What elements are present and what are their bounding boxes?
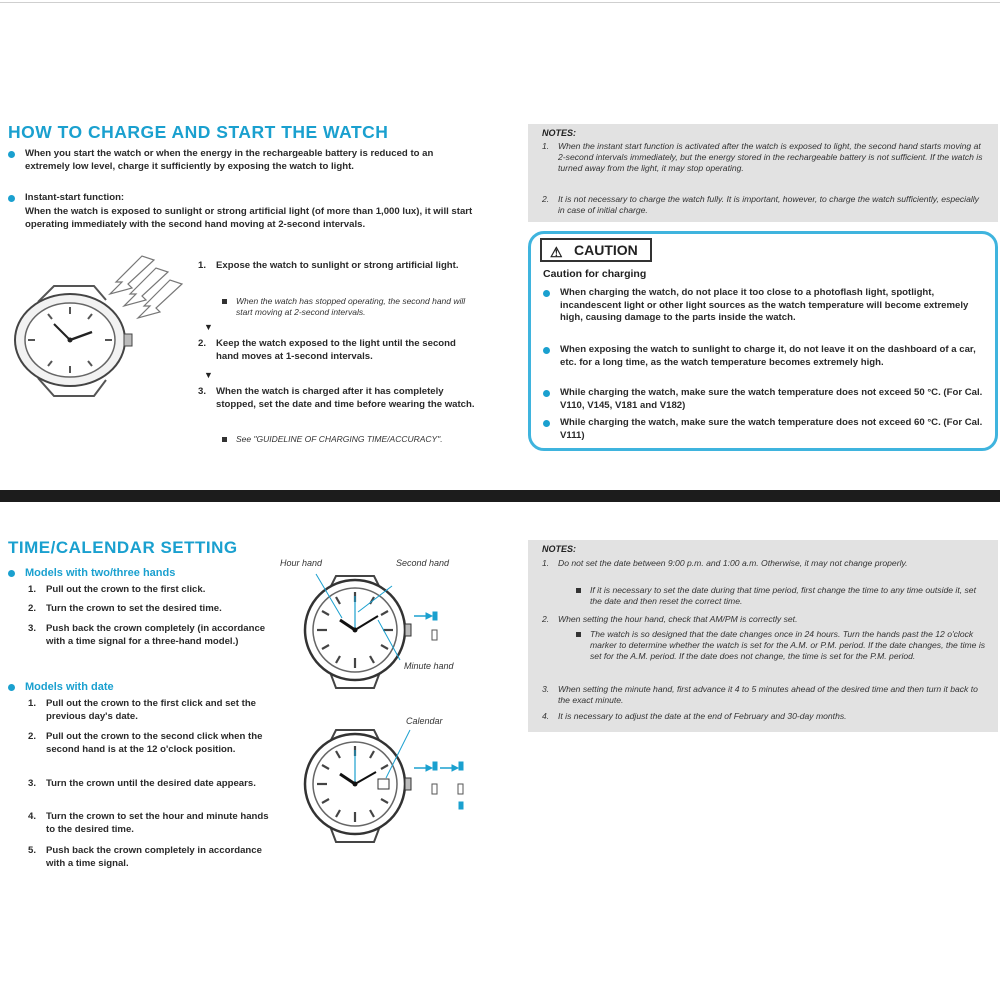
caution-subtitle: Caution for charging (543, 268, 647, 280)
charge-bullet-1: When you start the watch or when the energy in the rechargeable battery is reduced to an extremely low level, charge it sufficiently by exposing the watch to light. (8, 148, 474, 173)
charge-note-2: 2. It is not necessary to charge the watch fully. It is important, however, to charge the watch sufficiently, especially in case of initial charge. (542, 194, 979, 216)
watch-icon (15, 286, 132, 396)
bullet-dot-icon (543, 420, 550, 427)
hands-step-3: 3. Push back the crown completely (in accordance with a time signal for a three-hand model.) (28, 623, 266, 647)
bullet-dot-icon (8, 684, 15, 691)
charge-title: HOW TO CHARGE AND START THE WATCH (8, 122, 389, 142)
charge-note-1: 1. When the instant start function is activated after the watch is exposed to light, the second hand starts moving at 2-second intervals immediately, but the energy stored in the rechargeable battery is not sufficient. If the watch is turned away from the light, it may stop operating. (542, 141, 983, 174)
calendar-note-3: 3. When setting the minute hand, first advance it 4 to 5 minutes ahead of the desired time and then turn it back to the exact minute. (542, 684, 978, 706)
calendar-label: Calendar (406, 716, 443, 726)
caution-item-3: While charging the watch, make sure the watch temperature does not exceed 50 °C. (For Cal. V110, V145, V181 and V182) (543, 387, 987, 412)
section-two-three-hands: Models with two/three hands (8, 567, 268, 580)
hands-step-2: 2. Turn the crown to set the desired time. (28, 603, 222, 614)
date-step-5: 5. Push back the crown completely in accordance with a time signal. (28, 845, 262, 869)
caution-label: ⚠ CAUTION (540, 238, 652, 262)
watch-icon (305, 576, 411, 688)
date-step-4: 4. Turn the crown to set the hour and minute hands to the desired time. (28, 811, 269, 835)
section-divider (0, 490, 1000, 502)
crown-position-icon (414, 762, 463, 809)
charge-bullet-2: Instant-start function: (8, 192, 474, 205)
calendar-notes-title: NOTES: (542, 544, 577, 554)
date-step-1: 1. Pull out the crown to the first click and set the previous day's date. (28, 698, 257, 722)
section-with-date: Models with date (8, 681, 268, 694)
caution-item-1: When charging the watch, do not place it too close to a photoflash light, spotlight, incandescent light or other light sources as the watch temperature will become extremely high, causing damage to the parts inside the watch. (543, 287, 987, 325)
charging-watch-illustration (8, 250, 188, 410)
date-step-2: 2. Pull out the crown to the second click when the second hand is at the 12 o'clock position. (28, 731, 263, 755)
calendar-note-2-sub: The watch is so designed that the date changes once in 24 hours. Turn the hands past the 12 o'clock marker to determine whether the watch is set for the A.M. or P.M. period. If the date changes, the time is set for the A.M. period. If the date does not change, the time is set for the P.M. period. (576, 629, 988, 663)
calendar-note-1-sub: If it is necessary to set the date during that time period, first change the time to any time outside it, set the date and then reset the correct time. (576, 585, 988, 607)
light-ray-icon (110, 256, 182, 318)
bullet-dot-icon (543, 347, 550, 354)
three-hand-watch-diagram (296, 568, 476, 698)
instant-start-description: When the watch is exposed to sunlight or strong artificial light (of more than 1,000 lux), it will start operating immediately with the second hand moving at 2-second intervals. (25, 206, 473, 230)
charge-step-3-note: See "GUIDELINE OF CHARGING TIME/ACCURACY". (222, 434, 482, 445)
charge-step-2: 2. Keep the watch exposed to the light until the second hand moves at 1-second intervals. (198, 338, 456, 362)
watch-icon (305, 730, 411, 842)
down-arrow-icon: ▼ (204, 370, 213, 380)
date-watch-diagram (296, 722, 486, 852)
hour-hand-label: Hour hand (280, 558, 323, 568)
bullet-dot-icon (8, 570, 15, 577)
calendar-title: TIME/CALENDAR SETTING (8, 538, 238, 557)
down-arrow-icon: ▼ (204, 322, 213, 332)
crown-position-icon (414, 612, 437, 640)
charge-step-1-note: When the watch has stopped operating, the second hand will start moving at 2-second intervals. (222, 296, 476, 318)
calendar-note-2: 2. When setting the hour hand, check that AM/PM is correctly set. (542, 614, 798, 624)
calendar-note-1: 1. Do not set the date between 9:00 p.m. and 1:00 a.m. Otherwise, it may not change properly. (542, 558, 908, 568)
date-step-3: 3. Turn the crown until the desired date appears. (28, 778, 256, 789)
warning-icon: ⚠ (550, 244, 563, 260)
caution-item-4: While charging the watch, make sure the watch temperature does not exceed 60 °C. (For Cal. V111) (543, 417, 987, 442)
calendar-note-4: 4. It is necessary to adjust the date at the end of February and 30-day months. (542, 711, 847, 721)
hands-step-1: 1. Pull out the crown to the first click. (28, 584, 206, 595)
bullet-dot-icon (8, 195, 15, 202)
second-hand-label: Second hand (396, 558, 450, 568)
minute-hand-label: Minute hand (404, 661, 454, 671)
top-edge-line (0, 2, 1000, 3)
charge-step-3: 3. When the watch is charged after it has completely stopped, set the date and time before wearing the watch. (198, 386, 475, 410)
bullet-dot-icon (8, 151, 15, 158)
charge-step-1: 1. Expose the watch to sunlight or strong artificial light. (198, 260, 459, 271)
bullet-dot-icon (543, 390, 550, 397)
date-window-icon (378, 779, 389, 789)
caution-item-2: When exposing the watch to sunlight to charge it, do not leave it on the dashboard of a car, etc. for a long time, as the watch temperature becomes extremely high. (543, 344, 987, 369)
bullet-dot-icon (543, 290, 550, 297)
charge-notes-title: NOTES: (542, 128, 577, 138)
